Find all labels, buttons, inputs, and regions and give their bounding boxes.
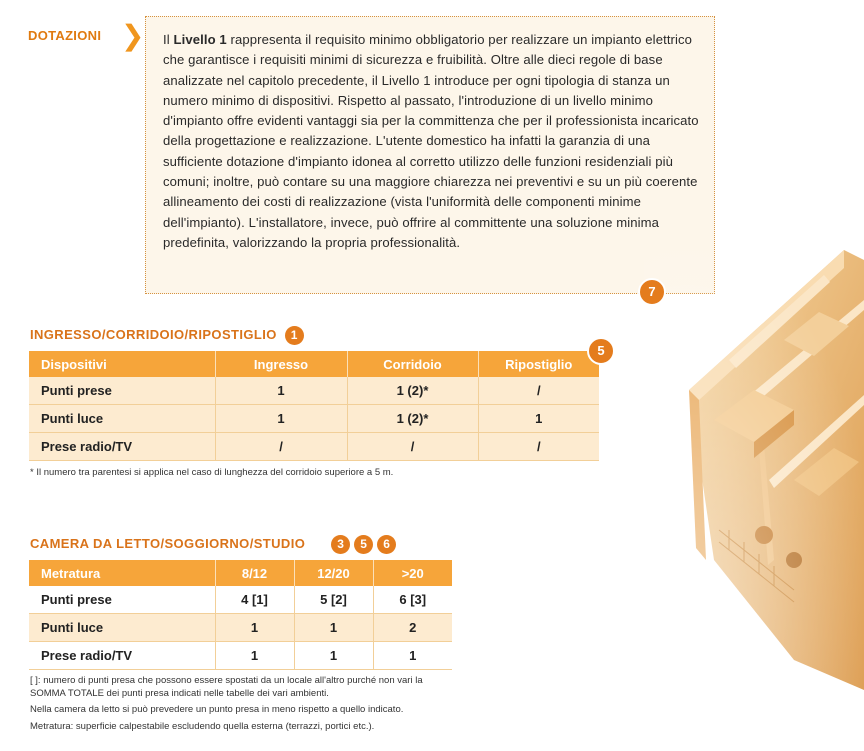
room-badge: 7 [638, 278, 666, 306]
room-badge: 6 [377, 535, 396, 554]
col-header: >20 [373, 560, 452, 586]
table-cell: 2 [373, 614, 452, 642]
table-cell: 1 (2)* [347, 405, 478, 433]
row-label: Punti luce [29, 405, 215, 433]
table-header-row [29, 351, 599, 377]
row-label: Prese radio/TV [29, 642, 215, 670]
table-row [29, 433, 599, 461]
table1-title-text: INGRESSO/CORRIDOIO/RIPOSTIGLIO [30, 326, 277, 342]
col-header: Ripostiglio [478, 351, 599, 377]
table-row [29, 642, 452, 670]
room-badge: 3 [331, 535, 350, 554]
table-camera [29, 560, 452, 670]
table-cell: 1 [478, 405, 599, 433]
section-label: DOTAZIONI [28, 28, 102, 43]
col-header: 12/20 [294, 560, 373, 586]
table2-notes [30, 675, 423, 733]
col-header: 8/12 [215, 560, 294, 586]
table-cell: / [478, 377, 599, 405]
table-row [29, 405, 599, 433]
table-row [29, 377, 599, 405]
table2-title-text: CAMERA DA LETTO/SOGGIORNO/STUDIO [30, 535, 306, 551]
row-label: Punti prese [29, 586, 215, 614]
table-cell: 1 [294, 642, 373, 670]
table-header-row [29, 560, 452, 586]
row-label: Punti luce [29, 614, 215, 642]
table-ingresso [29, 351, 599, 461]
table-cell: 5 [2] [294, 586, 373, 614]
table2-title [30, 535, 396, 554]
note-line: Metratura: superficie calpestabile escludendo quella esterna (terrazzi, portici etc.). [30, 720, 375, 732]
col-header: Ingresso [215, 351, 347, 377]
table-cell: 1 (2)* [347, 377, 478, 405]
chevron-right-icon: ❯ [121, 20, 145, 51]
col-header: Metratura [29, 560, 215, 586]
row-label: Punti prese [29, 377, 215, 405]
table-cell: 1 [294, 614, 373, 642]
table-cell: 4 [1] [215, 586, 294, 614]
room-badge: 5 [354, 535, 373, 554]
apartment-illustration [597, 230, 864, 700]
intro-level: Livello 1 [173, 32, 227, 47]
table-cell: / [347, 433, 478, 461]
table-cell: / [215, 433, 347, 461]
table-cell: 1 [373, 642, 452, 670]
note-line: SOMMA TOTALE dei punti presa indicati nelle tabelle dei vari ambienti. [30, 687, 329, 699]
intro-box [145, 16, 715, 294]
table-cell: 1 [215, 405, 347, 433]
intro-prefix: Il [163, 32, 174, 47]
note-line: Nella camera da letto si può prevedere un punto presa in meno rispetto a quello indicato. [30, 704, 404, 715]
table-cell: 1 [215, 377, 347, 405]
table-cell: / [478, 433, 599, 461]
table1-title [30, 326, 304, 345]
apartment-drawing [644, 230, 864, 700]
table-cell: 1 [215, 642, 294, 670]
table-row [29, 586, 452, 614]
table-cell: 1 [215, 614, 294, 642]
intro-text: rappresenta il requisito minimo obbligatorio per realizzare un impianto elettrico che garantisce i requisiti minimi di sicurezza e fruibilità. Oltre alle dieci regole di base analizzate nel capitolo precedente, il Livello 1 introduce per ogni tipologia di stanza un numero minimo di dispositivi. Rispetto al passato, l'introduzione di un livello minimo d'impianto offre evidenti vantaggi sia per la committenza che per il professionista incaricato della progettazione e realizzazione. L'utente domestico ha infatti la garanzia di una sufficiente dotazione d'impianto idonea al corretto utilizzo delle funzioni residenziali più comuni; inoltre, può contare su una maggiore chiarezza nei preventivi e su un più coerente allineamento dei costi di realizzazione (vista l'uniformità delle componenti minime dell'impianto). L'installatore, invece, può offrire al committente una soluzione minima predefinita, valorizzando la propria professionalità. [163, 32, 699, 250]
table-row [29, 614, 452, 642]
intro-paragraph [163, 30, 702, 253]
col-header: Dispositivi [29, 351, 215, 377]
room-badge: 5 [587, 337, 615, 365]
room-badge: 1 [285, 326, 304, 345]
col-header: Corridoio [347, 351, 478, 377]
table-cell: 6 [3] [373, 586, 452, 614]
table1-footnote: * Il numero tra parentesi si applica nel caso di lunghezza del corridoio superiore a 5 m. [30, 467, 394, 478]
row-label: Prese radio/TV [29, 433, 215, 461]
note-line: [ ]: numero di punti presa che possono essere spostati da un locale all'altro purché non vari la [30, 675, 423, 686]
